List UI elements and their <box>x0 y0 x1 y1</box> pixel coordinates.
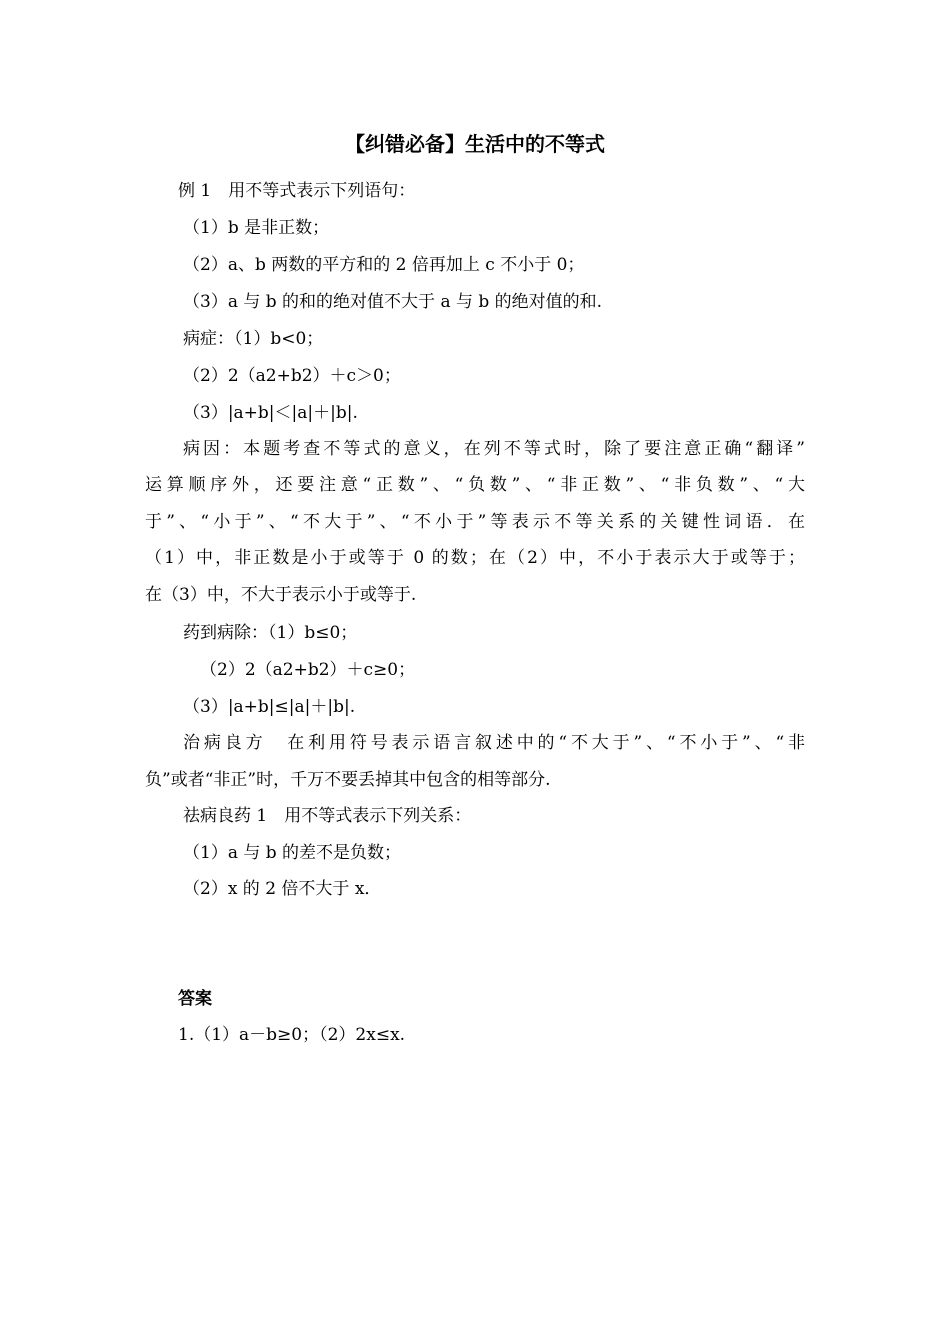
example-heading: 例 1 用不等式表示下列语句： <box>178 181 416 201</box>
remedy-line: 负”或者“非正”时，千万不要丢掉其中包含的相等部分. <box>145 770 551 790</box>
answer-heading: 答案 <box>178 989 212 1009</box>
symptom-item: 病症：（1）b<0； <box>183 329 324 349</box>
cure-item: 药到病除：（1）b≤0； <box>183 623 358 643</box>
cause-line: （1）中，非正数是小于或等于 0 的数；在（2）中，不小于表示大于或等于； <box>145 548 805 568</box>
cure-item: （2）2（a2+b2）＋c≥0； <box>200 660 416 680</box>
answer-text: 1.（1）a－b≥0；（2）2x≤x. <box>178 1025 406 1045</box>
cause-line: 在（3）中，不大于表示小于或等于. <box>145 585 417 605</box>
cure-item: （3）|a+b|≤|a|＋|b|. <box>183 697 356 717</box>
cause-line: 病因：本题考查不等式的意义，在列不等式时，除了要注意正确“翻译” <box>183 439 805 459</box>
cause-line: 于”、“小于”、“不大于”、“不小于”等表示不等关系的关键性词语．在 <box>145 512 805 532</box>
symptom-item: （3）|a+b|＜|a|＋|b|. <box>183 403 358 423</box>
exercise-heading: 祛病良药 1 用不等式表示下列关系： <box>183 806 472 826</box>
example-item: （3）a 与 b 的和的绝对值不大于 a 与 b 的绝对值的和. <box>183 292 603 312</box>
exercise-item: （1）a 与 b 的差不是负数； <box>183 843 402 863</box>
cause-line: 运算顺序外，还要注意“正数”、“负数”、“非正数”、“非负数”、“大 <box>145 475 805 495</box>
symptom-item: （2）2（a2+b2）＋c＞0； <box>183 366 401 386</box>
example-item: （2）a、b 两数的平方和的 2 倍再加上 c 不小于 0； <box>183 255 585 275</box>
document-title: 【纠错必备】生活中的不等式 <box>345 132 605 156</box>
remedy-line: 治病良方 在利用符号表示语言叙述中的“不大于”、“不小于”、“非 <box>183 733 805 753</box>
example-item: （1）b 是非正数； <box>183 218 330 238</box>
exercise-item: （2）x 的 2 倍不大于 x． <box>183 879 382 899</box>
